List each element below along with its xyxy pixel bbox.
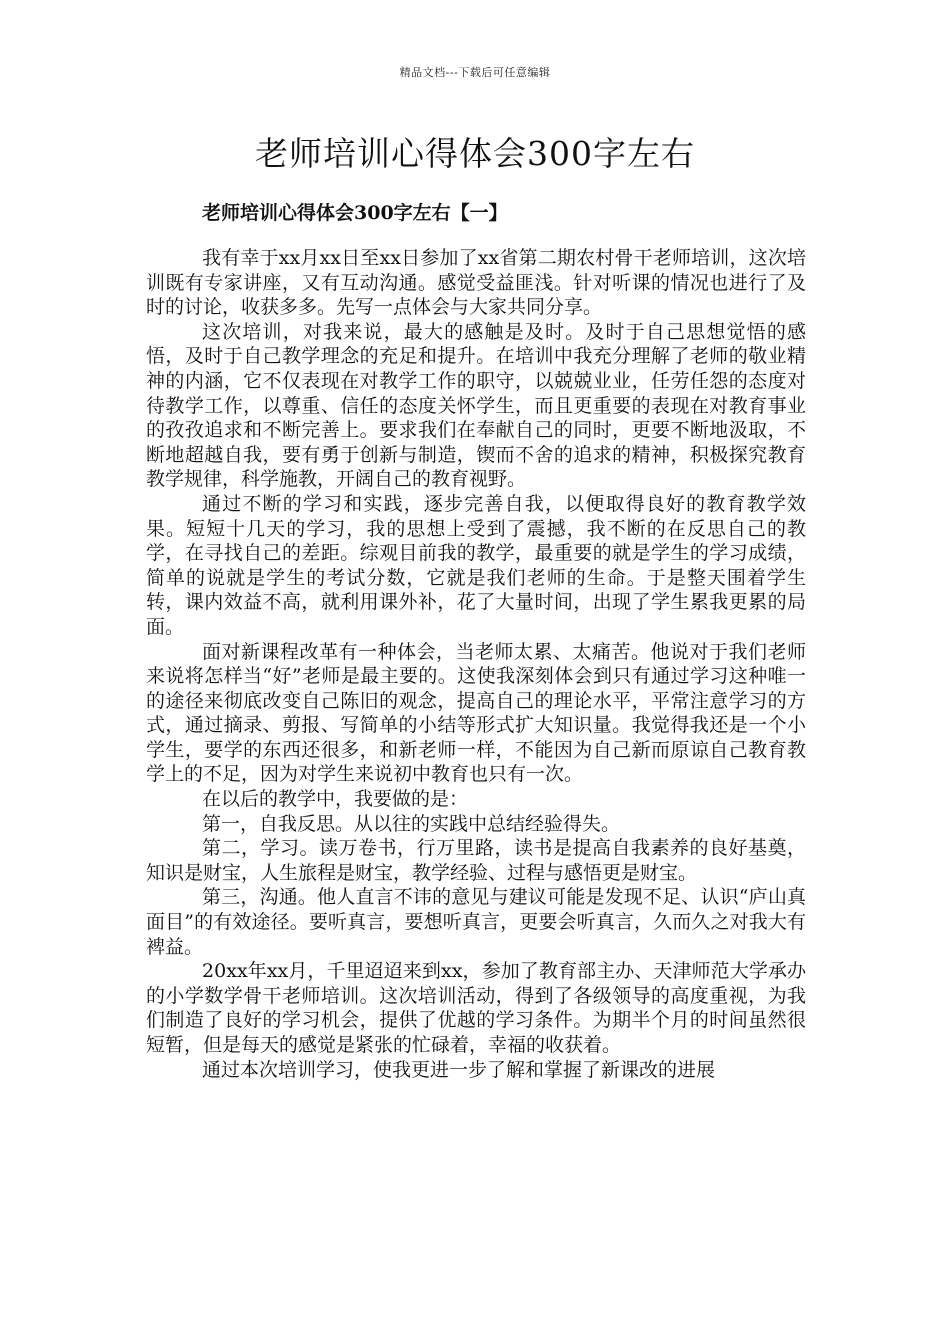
paragraph: 第一，自我反思。从以往的实践中总结经验得失。	[202, 812, 621, 835]
document-body	[146, 246, 806, 1082]
paragraph: 这次培训，对我来说，最大的感触是及时。及时于自己思想觉悟的感悟，及时于自己教学理念的充足和提升。在培训中我充分理解了老师的敬业精神的内涵，它不仅表现在对教学工作的职守，以兢兢业业，任劳任怨的态度对待教学工作，以尊重、信任的态度关怀学生，而且更重要的表现在对教育事业的孜孜追求和不断完善上。要求我们在奉献自己的同时，更要不断地汲取，不断地超越自我，要有勇于创新与制造，锲而不舍的追求的精神，积极探究教育教学规律，科学施教，开阔自己的教育视野。	[146, 320, 806, 491]
paragraph: 通过不断的学习和实践，逐步完善自我，以便取得良好的教育教学效果。短短十几天的学习，我的思想上受到了震撼，我不断的在反思自己的教学，在寻找自己的差距。综观目前我的教学，最重要的就是学生的学习成绩，简单的说就是学生的考试分数，它就是我们老师的生命。于是整天围着学生转，课内效益不高，就利用课外补，花了大量时间，出现了学生累我更累的局面。	[146, 492, 806, 638]
section-title: 老师培训心得体会300字左右【一】	[202, 202, 508, 224]
paragraph: 面对新课程改革有一种体会，当老师太累、太痛苦。他说对于我们老师来说将怎样当“好”老师是最主要的。这使我深刻体会到只有通过学习这种唯一的途径来彻底改变自己陈旧的观念，提高自己的理论水平，平常注意学习的方式，通过摘录、剪报、写简单的小结等形式扩大知识量。我觉得我还是一个小学生，要学的东西还很多，和新老师一样，不能因为自己新而原谅自己教育教学上的不足，因为对学生来说初中教育也只有一次。	[146, 640, 806, 786]
paragraph: 我有幸于xx月xx日至xx日参加了xx省第二期农村骨干老师培训，这次培训既有专家讲座，又有互动沟通。感觉受益匪浅。针对听课的情况也进行了及时的讨论，收获多多。先写一点体会与大家共同分享。	[146, 247, 806, 319]
paragraph: 第三，沟通。他人直言不讳的意见与建议可能是发现不足、认识“庐山真面目”的有效途径。要听真言，要想听真言，更要会听真言，久而久之对我大有裨益。	[146, 886, 806, 958]
header-note: 精品文档---下载后可任意编辑	[399, 66, 551, 79]
paragraph: 在以后的教学中，我要做的是：	[202, 788, 469, 811]
document-title: 老师培训心得体会300字左右	[255, 134, 695, 173]
paragraph: 第二，学习。读万卷书，行万里路，读书是提高自我素养的良好基奠，知识是财宝，人生旅程是财宝，教学经验、过程与感悟更是财宝。	[146, 837, 806, 884]
paragraph: 20xx年xx月，千里迢迢来到xx，参加了教育部主办、天津师范大学承办的小学数学骨干老师培训。这次培训活动，得到了各级领导的高度重视，为我们制造了良好的学习机会，提供了优越的学习条件。为期半个月的时间虽然很短暂，但是每天的感觉是紧张的忙碌着，幸福的收获着。	[146, 960, 806, 1056]
paragraph: 通过本次培训学习，使我更进一步了解和掌握了新课改的进展	[202, 1058, 716, 1081]
